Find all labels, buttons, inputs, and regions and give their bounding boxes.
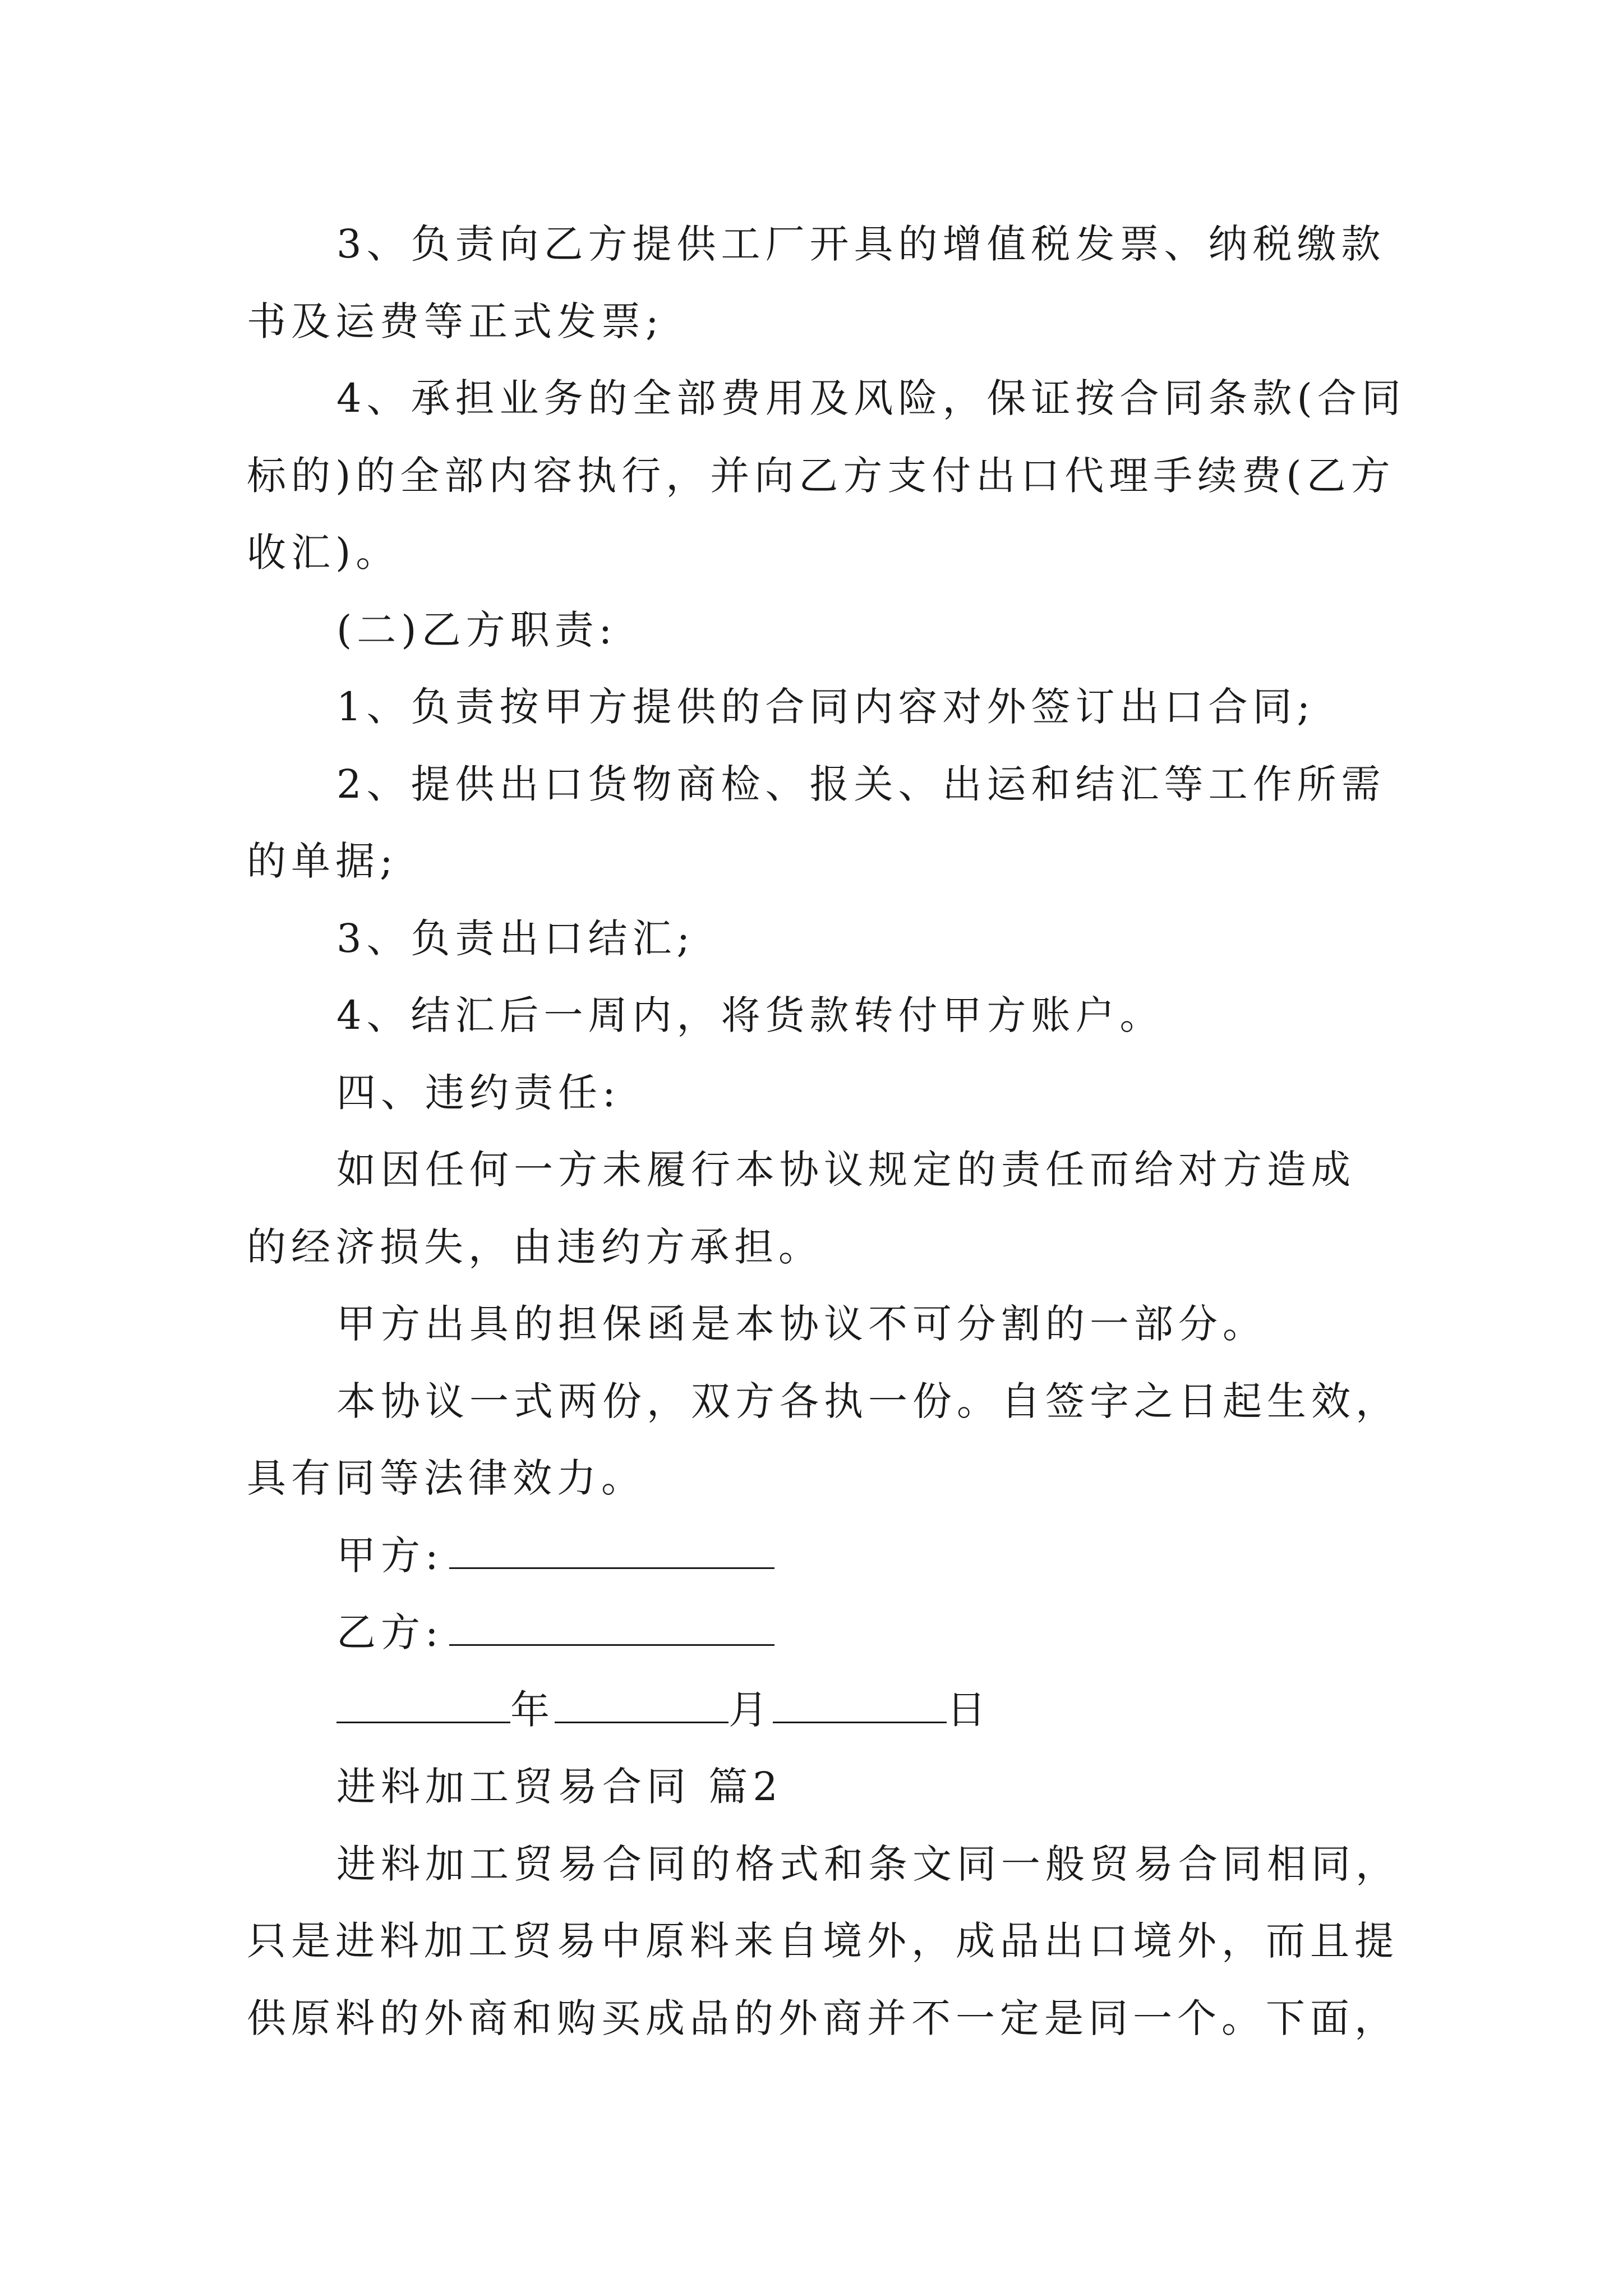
party-a-signature-line: [336, 1530, 1402, 1581]
paragraph-line: 的经济损失，由违约方承担。: [247, 1224, 823, 1270]
day-label: 日: [947, 1687, 991, 1733]
party-b-blank: [449, 1609, 774, 1646]
day-blank: [773, 1687, 947, 1723]
paragraph-line: 本协议一式两份，双方各执一份。自签字之日起生效，: [336, 1378, 1400, 1424]
paragraph-line: 具有同等法律效力。: [247, 1455, 645, 1501]
party-a-blank: [449, 1533, 774, 1569]
party-b-signature-line: [336, 1607, 1402, 1658]
paragraph-line: 如因任何一方未履行本协议规定的责任而给对方造成: [336, 1147, 1355, 1193]
section-heading: 四、违约责任:: [336, 1070, 621, 1116]
paragraph-line: 1、负责按甲方提供的合同内容对外签订出口合同;: [336, 684, 1316, 730]
paragraph-line: 只是进料加工贸易中原料来自境外，成品出口境外，而且提: [247, 1918, 1399, 1964]
date-line: [336, 1685, 1402, 1735]
paragraph-line: 进料加工贸易合同的格式和条文同一般贸易合同相同，: [336, 1841, 1400, 1887]
year-blank: [336, 1687, 510, 1723]
paragraph-line: 供原料的外商和购买成品的外商并不一定是同一个。下面，: [247, 1995, 1399, 2041]
paragraph-line: 的单据;: [247, 838, 398, 884]
paragraph-line: 2、提供出口货物商检、报关、出运和结汇等工作所需: [336, 761, 1386, 807]
paragraph-line: 3、负责向乙方提供工厂开具的增值税发票、纳税缴款: [336, 221, 1386, 267]
paragraph-line: 3、负责出口结汇;: [336, 915, 695, 961]
month-blank: [555, 1687, 728, 1723]
paragraph-line: 书及运费等正式发票;: [247, 298, 664, 344]
paragraph-line: 4、结汇后一周内，将货款转付甲方账户。: [336, 992, 1164, 1038]
article-title: 进料加工贸易合同 篇2: [336, 1764, 783, 1810]
party-a-label: 甲方:: [336, 1533, 444, 1579]
paragraph-line: 收汇)。: [247, 530, 400, 576]
year-label: 年: [510, 1687, 555, 1733]
month-label: 月: [728, 1687, 773, 1733]
section-heading: (二)乙方职责:: [336, 607, 617, 653]
paragraph-line: 标的)的全部内容执行，并向乙方支付出口代理手续费(乙方: [247, 453, 1395, 499]
party-b-label: 乙方:: [336, 1609, 444, 1655]
paragraph-line: 甲方出具的担保函是本协议不可分割的一部分。: [336, 1301, 1267, 1347]
paragraph-line: 4、承担业务的全部费用及风险，保证按合同条款(合同: [336, 375, 1406, 421]
